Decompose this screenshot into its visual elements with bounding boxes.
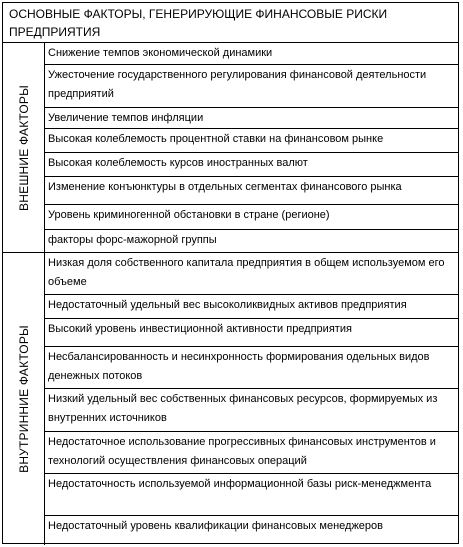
- internal-factor-item: Низкая доля собственного капитала предприятия в общем используемом его объеме: [45, 253, 458, 295]
- external-factor-item: Уровень криминогенной обстановки в стране (регионе): [45, 205, 458, 230]
- internal-factor-item: Недостаточное использование прогрессивных финансовых инструментов и технологий осуществления финансовых операций: [45, 432, 458, 474]
- internal-factor-item: Недостаточный удельный вес высоколиквидных активов предприятия: [45, 295, 458, 319]
- external-factors-group: [3, 43, 458, 253]
- external-factor-item: факторы форс-мажорной группы: [48, 234, 217, 246]
- risk-factors-table: [2, 2, 459, 544]
- external-factors-header: [3, 43, 45, 252]
- external-factor-item: Ужесточение государственного регулирования финансовой деятельности предприятий: [45, 65, 458, 108]
- external-factor-item: Высокая колеблемость курсов иностранных валют: [45, 153, 458, 177]
- internal-factor-item: Низкий удельный вес собственных финансовых ресурсов, формируемых из внутренних источников: [45, 389, 458, 432]
- internal-factors-group: [3, 253, 458, 545]
- external-factor-item: Снижение темпов экономической динамики: [45, 43, 458, 65]
- external-factor-item: Изменение конъюнктуры в отдельных сегментах финансового рынка: [45, 177, 458, 205]
- table-title: ОСНОВНЫЕ ФАКТОРЫ, ГЕНЕРИРУЮЩИЕ ФИНАНСОВЫЕ РИСКИ ПРЕДПРИЯТИЯ: [3, 3, 458, 43]
- internal-factor-item: Несбалансированность и несинхронность формирования одельных видов денежных потоков: [45, 347, 458, 389]
- external-factors-list: [45, 43, 458, 252]
- external-factor-item: Высокая колеблемость процентной ставки на финансовом рынке: [45, 129, 458, 153]
- external-factors-label: ВНЕШНИЕ ФАКТОРЫ: [16, 84, 31, 211]
- external-factor-item: Увеличение темпов инфляции: [45, 108, 458, 129]
- internal-factors-list: [45, 253, 458, 545]
- internal-factor-item: Недостаточность используемой информационной базы риск-менеджмента: [45, 474, 458, 516]
- internal-factor-item: Высокий уровень инвестиционной активности предприятия: [45, 319, 458, 347]
- internal-factors-header: [3, 253, 45, 545]
- internal-factor-item: Недостаточный уровень квалификации финансовых менеджеров: [48, 520, 384, 532]
- internal-factors-label: ВНУТРИННИЕ ФАКТОРЫ: [16, 325, 31, 473]
